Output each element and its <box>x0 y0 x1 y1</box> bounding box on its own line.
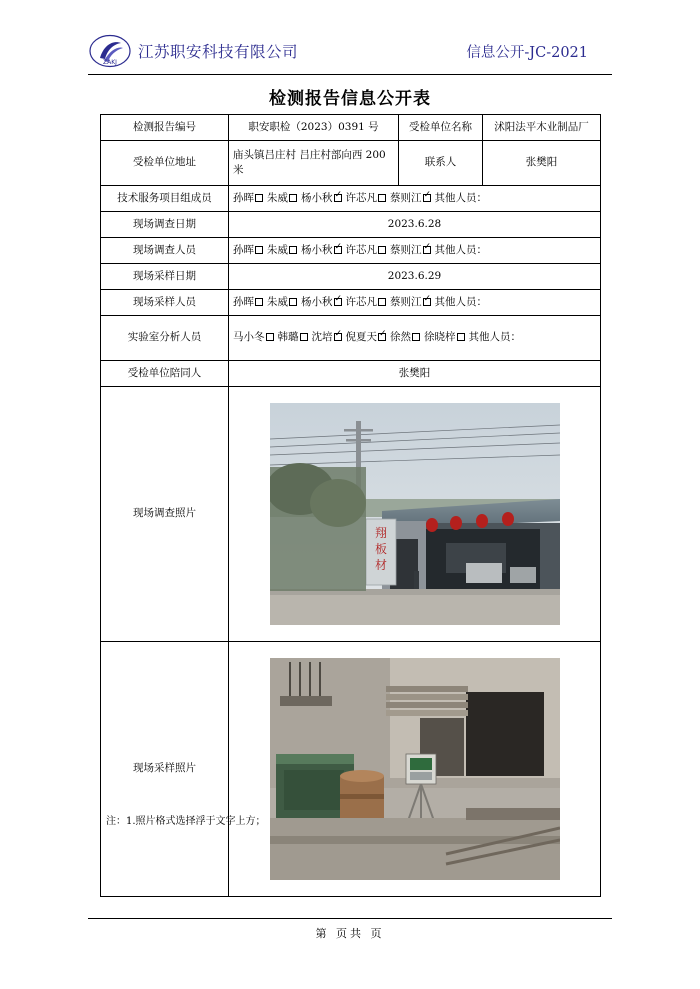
sampling-photo-cell <box>229 642 601 897</box>
staff-name: 蔡则江 <box>390 191 422 204</box>
company-name: 江苏职安科技有限公司 <box>138 43 299 61</box>
client-name-value: 沭阳法平木业制品厂 <box>483 115 601 141</box>
table-row <box>101 316 601 361</box>
checkbox-unchecked[interactable] <box>457 333 465 341</box>
staff-option <box>301 192 344 204</box>
info-table <box>100 114 601 897</box>
checkbox-unchecked[interactable] <box>412 333 420 341</box>
table-row <box>101 361 601 387</box>
staff-name: 孙晖 <box>233 191 254 204</box>
staff-name: 许芯凡 <box>345 191 377 204</box>
staff-name: 朱威 <box>267 243 288 256</box>
table-row <box>101 264 601 290</box>
survey-staff-label: 现场调查人员 <box>101 238 229 264</box>
table-row <box>101 141 601 186</box>
others-label: 其他人员： <box>468 331 521 344</box>
team-label: 技术服务项目组成员 <box>101 186 229 212</box>
staff-name: 马小冬 <box>233 331 265 344</box>
staff-checkbox-list-3 <box>233 296 487 308</box>
survey-photo <box>270 403 560 625</box>
others-label: 其他人员： <box>434 191 487 204</box>
survey-date-label: 现场调查日期 <box>101 212 229 238</box>
table-row <box>101 387 601 642</box>
staff-option <box>267 192 299 204</box>
staff-option <box>312 331 344 343</box>
staff-option <box>267 244 299 256</box>
escort-label: 受检单位陪同人 <box>101 361 229 387</box>
table-row <box>101 238 601 264</box>
address-value: 庙头镇吕庄村 吕庄村部向西 200 米 <box>229 141 399 186</box>
lab-checkbox-list <box>233 331 521 343</box>
staff-option <box>346 331 389 343</box>
survey-staff-members <box>229 238 601 264</box>
staff-option <box>233 331 276 343</box>
staff-name: 杨小秋 <box>301 243 333 256</box>
others-label: 其他人员： <box>434 295 487 308</box>
checkbox-unchecked[interactable] <box>266 333 274 341</box>
checkbox-checked[interactable] <box>423 298 431 306</box>
staff-name: 孙晖 <box>233 243 254 256</box>
staff-option <box>346 296 389 308</box>
checkbox-checked[interactable] <box>378 333 386 341</box>
staff-name: 杨小秋 <box>301 295 333 308</box>
lab-staff-label: 实验室分析人员 <box>101 316 229 361</box>
staff-option <box>390 244 433 256</box>
checkbox-unchecked[interactable] <box>289 194 297 202</box>
staff-option <box>233 296 265 308</box>
staff-option <box>301 296 344 308</box>
contact-value: 张樊阳 <box>483 141 601 186</box>
checkbox-unchecked[interactable] <box>255 298 263 306</box>
page-title: 检测报告信息公开表 <box>269 89 431 109</box>
team-members <box>229 186 601 212</box>
report-no-label: 检测报告编号 <box>101 115 229 141</box>
checkbox-unchecked[interactable] <box>378 194 386 202</box>
table-row <box>101 186 601 212</box>
svg-text:板: 板 <box>374 542 387 556</box>
staff-checkbox-list-1 <box>233 192 487 204</box>
page-header <box>88 28 612 75</box>
staff-option <box>233 244 265 256</box>
survey-photo-cell <box>229 387 601 642</box>
checkbox-checked[interactable] <box>423 194 431 202</box>
staff-name: 朱威 <box>267 295 288 308</box>
sampling-staff-label: 现场采样人员 <box>101 290 229 316</box>
checkbox-checked[interactable] <box>334 333 342 341</box>
svg-text:材: 材 <box>374 558 387 572</box>
checkbox-checked[interactable] <box>334 194 342 202</box>
table-row <box>101 290 601 316</box>
sampling-date-label: 现场采样日期 <box>101 264 229 290</box>
staff-name: 蔡则江 <box>390 243 422 256</box>
table-row <box>101 115 601 141</box>
checkbox-unchecked[interactable] <box>255 246 263 254</box>
svg-text:ZAKJ: ZAKJ <box>103 59 117 66</box>
staff-name: 徐然 <box>390 331 411 344</box>
staff-option <box>390 296 433 308</box>
staff-name: 朱威 <box>267 191 288 204</box>
lab-staff-members <box>229 316 601 361</box>
client-name-label: 受检单位名称 <box>399 115 483 141</box>
company-logo-icon <box>88 34 132 68</box>
report-no-value: 职安职检（2023）0391 号 <box>229 115 399 141</box>
staff-name: 许芯凡 <box>345 295 377 308</box>
footnote: 注：1.照片格式选择浮于文字上方； <box>106 816 266 827</box>
checkbox-unchecked[interactable] <box>289 298 297 306</box>
sampling-photo-label: 现场采样照片 <box>101 642 229 897</box>
sampling-staff-members <box>229 290 601 316</box>
checkbox-checked[interactable] <box>334 246 342 254</box>
checkbox-unchecked[interactable] <box>255 194 263 202</box>
staff-option <box>346 192 389 204</box>
staff-option <box>278 331 310 343</box>
staff-option <box>233 192 265 204</box>
svg-text:翔: 翔 <box>374 526 387 540</box>
staff-option <box>424 331 467 343</box>
staff-name: 杨小秋 <box>301 191 333 204</box>
staff-name: 徐晓梓 <box>424 331 456 344</box>
table-row <box>101 212 601 238</box>
staff-name: 许芯凡 <box>345 243 377 256</box>
header-brand <box>88 34 298 68</box>
checkbox-unchecked[interactable] <box>289 246 297 254</box>
page-footer: 第 页共 页 <box>88 918 612 941</box>
escort-value: 张樊阳 <box>229 361 601 387</box>
staff-option <box>390 331 422 343</box>
others-label: 其他人员： <box>434 243 487 256</box>
staff-option <box>346 244 389 256</box>
staff-checkbox-list-2 <box>233 244 487 256</box>
checkbox-unchecked[interactable] <box>378 298 386 306</box>
document-code: 信息公开-JC-2021 <box>466 44 588 61</box>
staff-name: 沈培 <box>311 331 333 344</box>
staff-name: 倪夏天 <box>345 331 377 344</box>
staff-name: 孙晖 <box>233 295 254 308</box>
staff-option <box>267 296 299 308</box>
survey-photo-label: 现场调查照片 <box>101 387 229 642</box>
staff-option <box>301 244 344 256</box>
checkbox-checked[interactable] <box>334 298 342 306</box>
staff-option <box>390 192 433 204</box>
table-row <box>101 642 601 897</box>
contact-label: 联系人 <box>399 141 483 186</box>
staff-name: 蔡则江 <box>390 295 422 308</box>
checkbox-unchecked[interactable] <box>300 333 308 341</box>
sampling-date-value: 2023.6.29 <box>229 264 601 290</box>
checkbox-unchecked[interactable] <box>378 246 386 254</box>
address-label: 受检单位地址 <box>101 141 229 186</box>
checkbox-checked[interactable] <box>423 246 431 254</box>
sampling-photo <box>270 658 560 880</box>
survey-date-value: 2023.6.28 <box>229 212 601 238</box>
staff-name: 韩璐 <box>277 331 299 344</box>
